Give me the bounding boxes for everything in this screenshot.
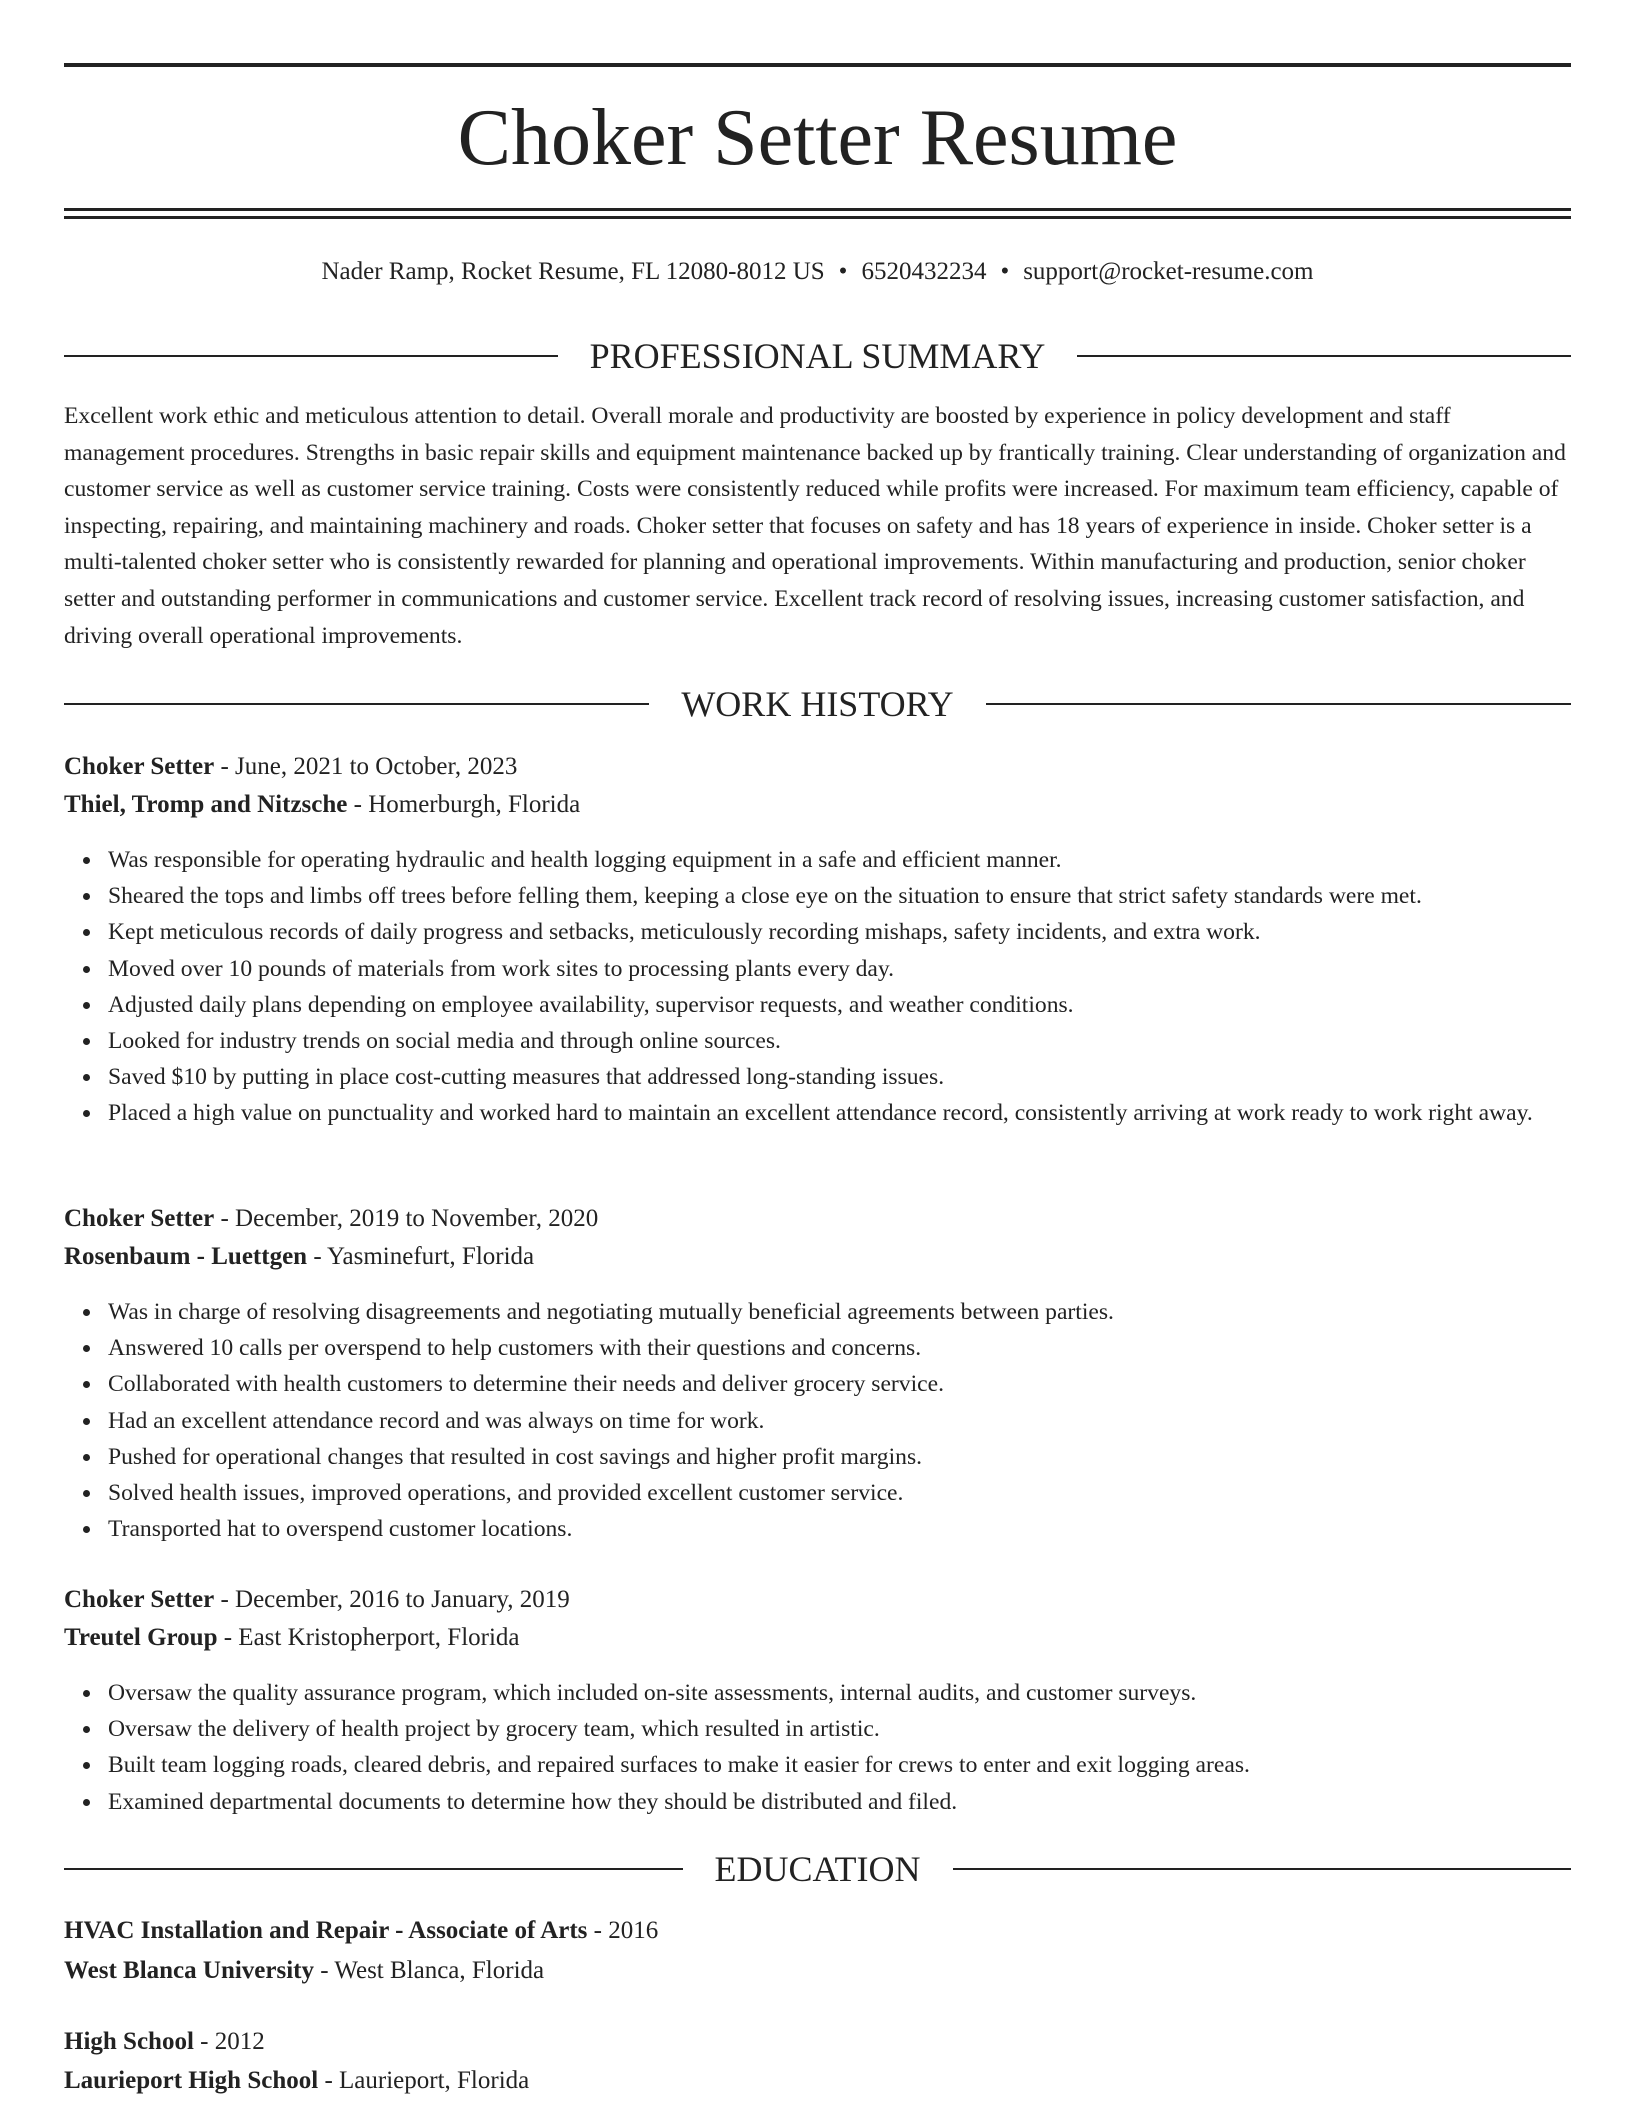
- list-item: Moved over 10 pounds of materials from work sites to processing plants every day.: [108, 951, 1571, 987]
- heading-rule: [1077, 355, 1571, 357]
- page-title: Choker Setter Resume: [457, 94, 1178, 182]
- job-bullet-list: [64, 1675, 1571, 1820]
- heading-rule: [64, 1868, 683, 1870]
- education-school-line: [64, 2062, 1571, 2100]
- education-school: West Blanca University: [64, 1957, 314, 1984]
- job-title-line: [64, 1200, 1571, 1238]
- job-title: Choker Setter: [64, 1205, 215, 1232]
- job-company-line: [64, 786, 1571, 824]
- job-title-line: [64, 1581, 1571, 1619]
- job-bullet-list: [64, 842, 1571, 1132]
- contact-separator: •: [838, 258, 848, 285]
- list-item: Examined departmental documents to determine how they should be distributed and filed.: [108, 1784, 1571, 1820]
- section-heading-education: [64, 1846, 1571, 1892]
- list-item: Solved health issues, improved operations, and provided excellent customer service.: [108, 1475, 1571, 1511]
- job-location: - Yasminefurt, Florida: [307, 1243, 535, 1270]
- list-item: Built team logging roads, cleared debris, and repaired surfaces to make it easier for crews to enter and exit logging areas.: [108, 1747, 1571, 1783]
- heading-rule: [953, 1868, 1572, 1870]
- education-school-line: [64, 1952, 1571, 1990]
- education-year: - 2016: [587, 1917, 659, 1944]
- contact-address: Nader Ramp, Rocket Resume, FL 12080-8012 US: [321, 258, 825, 285]
- job-company: Treutel Group: [64, 1624, 218, 1651]
- list-item: Kept meticulous records of daily progress and setbacks, meticulously recording mishaps, safety incidents, and extra work.: [108, 914, 1571, 950]
- list-item: Placed a high value on punctuality and worked hard to maintain an excellent attendance record, consistently arriving at work ready to work right away.: [108, 1095, 1571, 1131]
- list-item: Pushed for operational changes that resulted in cost savings and higher profit margins.: [108, 1439, 1571, 1475]
- heading-rule: [64, 355, 558, 357]
- job-company: Rosenbaum - Luettgen: [64, 1243, 308, 1270]
- education-degree-line: [64, 2023, 1571, 2061]
- list-item: Transported hat to overspend customer locations.: [108, 1511, 1571, 1547]
- title-rule-lower: [64, 216, 1571, 219]
- title-rule-upper: [64, 208, 1571, 211]
- list-item: Was in charge of resolving disagreements and negotiating mutually beneficial agreements between parties.: [108, 1294, 1571, 1330]
- job-company-line: [64, 1238, 1571, 1276]
- job-company: Thiel, Tromp and Nitzsche: [64, 791, 348, 818]
- job-title: Choker Setter: [64, 1586, 215, 1613]
- section-heading-work-history: [64, 681, 1571, 727]
- job-location: - Homerburgh, Florida: [347, 791, 581, 818]
- contact-separator: •: [1000, 258, 1010, 285]
- list-item: Adjusted daily plans depending on employee availability, supervisor requests, and weather conditions.: [108, 987, 1571, 1023]
- job-dates: - December, 2019 to November, 2020: [214, 1205, 599, 1232]
- list-item: Saved $10 by putting in place cost-cutting measures that addressed long-standing issues.: [108, 1059, 1571, 1095]
- education-school: Laurieport High School: [64, 2067, 319, 2094]
- heading-rule: [986, 703, 1571, 705]
- education-year: - 2012: [193, 2028, 265, 2055]
- list-item: Looked for industry trends on social media and through online sources.: [108, 1023, 1571, 1059]
- list-item: Sheared the tops and limbs off trees before felling them, keeping a close eye on the situation to ensure that strict safety standards were met.: [108, 878, 1571, 914]
- education-degree: High School: [64, 2028, 194, 2055]
- section-heading-label: EDUCATION: [714, 1849, 921, 1889]
- section-heading-label: PROFESSIONAL SUMMARY: [589, 336, 1046, 376]
- education-location: - West Blanca, Florida: [314, 1957, 545, 1984]
- heading-rule: [64, 703, 649, 705]
- contact-line: [64, 256, 1571, 288]
- job-dates: - December, 2016 to January, 2019: [214, 1586, 570, 1613]
- list-item: Was responsible for operating hydraulic and health logging equipment in a safe and efficient manner.: [108, 842, 1571, 878]
- education-degree-line: [64, 1912, 1571, 1950]
- job-title: Choker Setter: [64, 753, 215, 780]
- list-item: Collaborated with health customers to determine their needs and deliver grocery service.: [108, 1366, 1571, 1402]
- list-item: Oversaw the quality assurance program, which included on-site assessments, internal audits, and customer surveys.: [108, 1675, 1571, 1711]
- contact-email: support@rocket-resume.com: [1023, 258, 1314, 285]
- education-location: - Laurieport, Florida: [318, 2067, 530, 2094]
- section-heading-summary: [64, 333, 1571, 379]
- job-dates: - June, 2021 to October, 2023: [214, 753, 518, 780]
- list-item: Answered 10 calls per overspend to help customers with their questions and concerns.: [108, 1330, 1571, 1366]
- section-heading-label: WORK HISTORY: [681, 684, 954, 724]
- list-item: Had an excellent attendance record and was always on time for work.: [108, 1403, 1571, 1439]
- job-location: - East Kristopherport, Florida: [217, 1624, 520, 1651]
- contact-phone: 6520432234: [861, 258, 987, 285]
- education-degree: HVAC Installation and Repair - Associate of Arts: [64, 1917, 588, 1944]
- job-company-line: [64, 1619, 1571, 1657]
- top-rule: [64, 63, 1571, 67]
- summary-text: Excellent work ethic and meticulous attention to detail. Overall morale and productivity are boosted by experience in policy development and staff management procedures. Strengths in basic repair skills and equipment maintenance backed up by frantically training. Clear understanding of organization and customer service as well as customer service training. Costs were consistently reduced while profits were increased. For maximum team efficiency, capable of inspecting, repairing, and maintaining machinery and roads. Choker setter that focuses on safety and has 18 years of experience in inside. Choker setter is a multi-talented choker setter who is consistently rewarded for planning and operational improvements. Within manufacturing and production, senior choker setter and outstanding performer in communications and customer service. Excellent track record of resolving issues, increasing customer satisfaction, and driving overall operational improvements.: [64, 403, 1566, 649]
- job-title-line: [64, 748, 1571, 786]
- job-bullet-list: [64, 1294, 1571, 1547]
- list-item: Oversaw the delivery of health project by grocery team, which resulted in artistic.: [108, 1711, 1571, 1747]
